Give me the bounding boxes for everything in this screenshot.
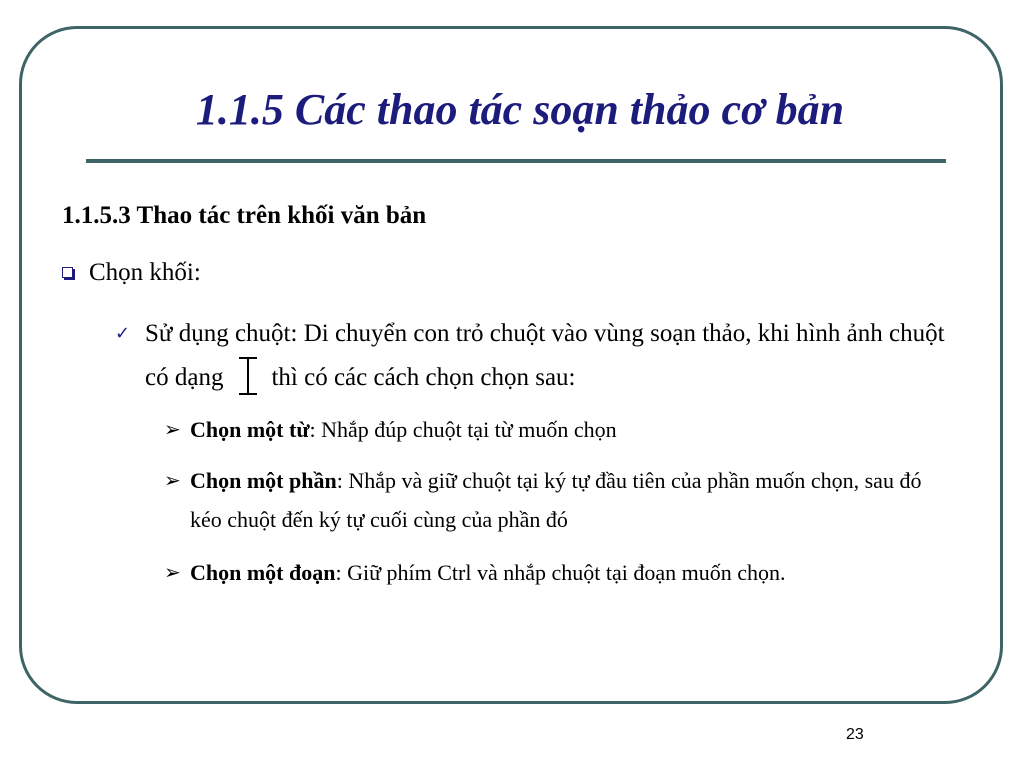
list-item-label: Chọn một phần [190,468,337,493]
bullet-level-2-text-start: Sử dụng chuột: Di chuyển con trỏ chuột vào vùng soạn thảo, khi hình ảnh chuột có dạng [145,320,945,391]
list-item-select-paragraph [164,553,964,592]
checkmark-bullet-icon: ✓ [115,323,131,344]
bullet-level-1-text: Chọn khối: [89,259,201,286]
title-divider [86,159,946,163]
bullet-level-2-text [145,312,965,400]
arrow-bullet-icon: ➢ [164,468,181,492]
bullet-level-1 [62,258,201,288]
bullet-level-2 [115,312,965,400]
list-item-desc: : Nhắp đúp chuột tại từ muốn chọn [309,417,617,442]
list-item-select-part [164,461,964,539]
bullet-level-2-text-end: thì có các cách chọn chọn sau: [271,364,576,391]
list-item-select-word [164,410,964,449]
arrow-bullet-icon: ➢ [164,560,181,584]
list-item-desc: : Nhắp và giữ chuột tại ký tự đầu tiên của phần muốn chọn, sau đó kéo chuột đến ký tự cuối cùng của phần đó [190,468,922,532]
slide-title: 1.1.5 Các thao tác soạn thảo cơ bản [195,85,845,134]
list-item-label: Chọn một đoạn [190,560,336,585]
page-number: 23 [846,726,864,743]
list-item-label: Chọn một từ [190,417,310,442]
i-beam-cursor-icon [239,357,257,395]
list-item-desc: : Giữ phím Ctrl và nhắp chuột tại đoạn muốn chọn. [335,560,786,585]
arrow-bullet-icon: ➢ [164,417,181,441]
square-bullet-icon [62,267,73,278]
section-heading: 1.1.5.3 Thao tác trên khối văn bản [62,202,427,229]
